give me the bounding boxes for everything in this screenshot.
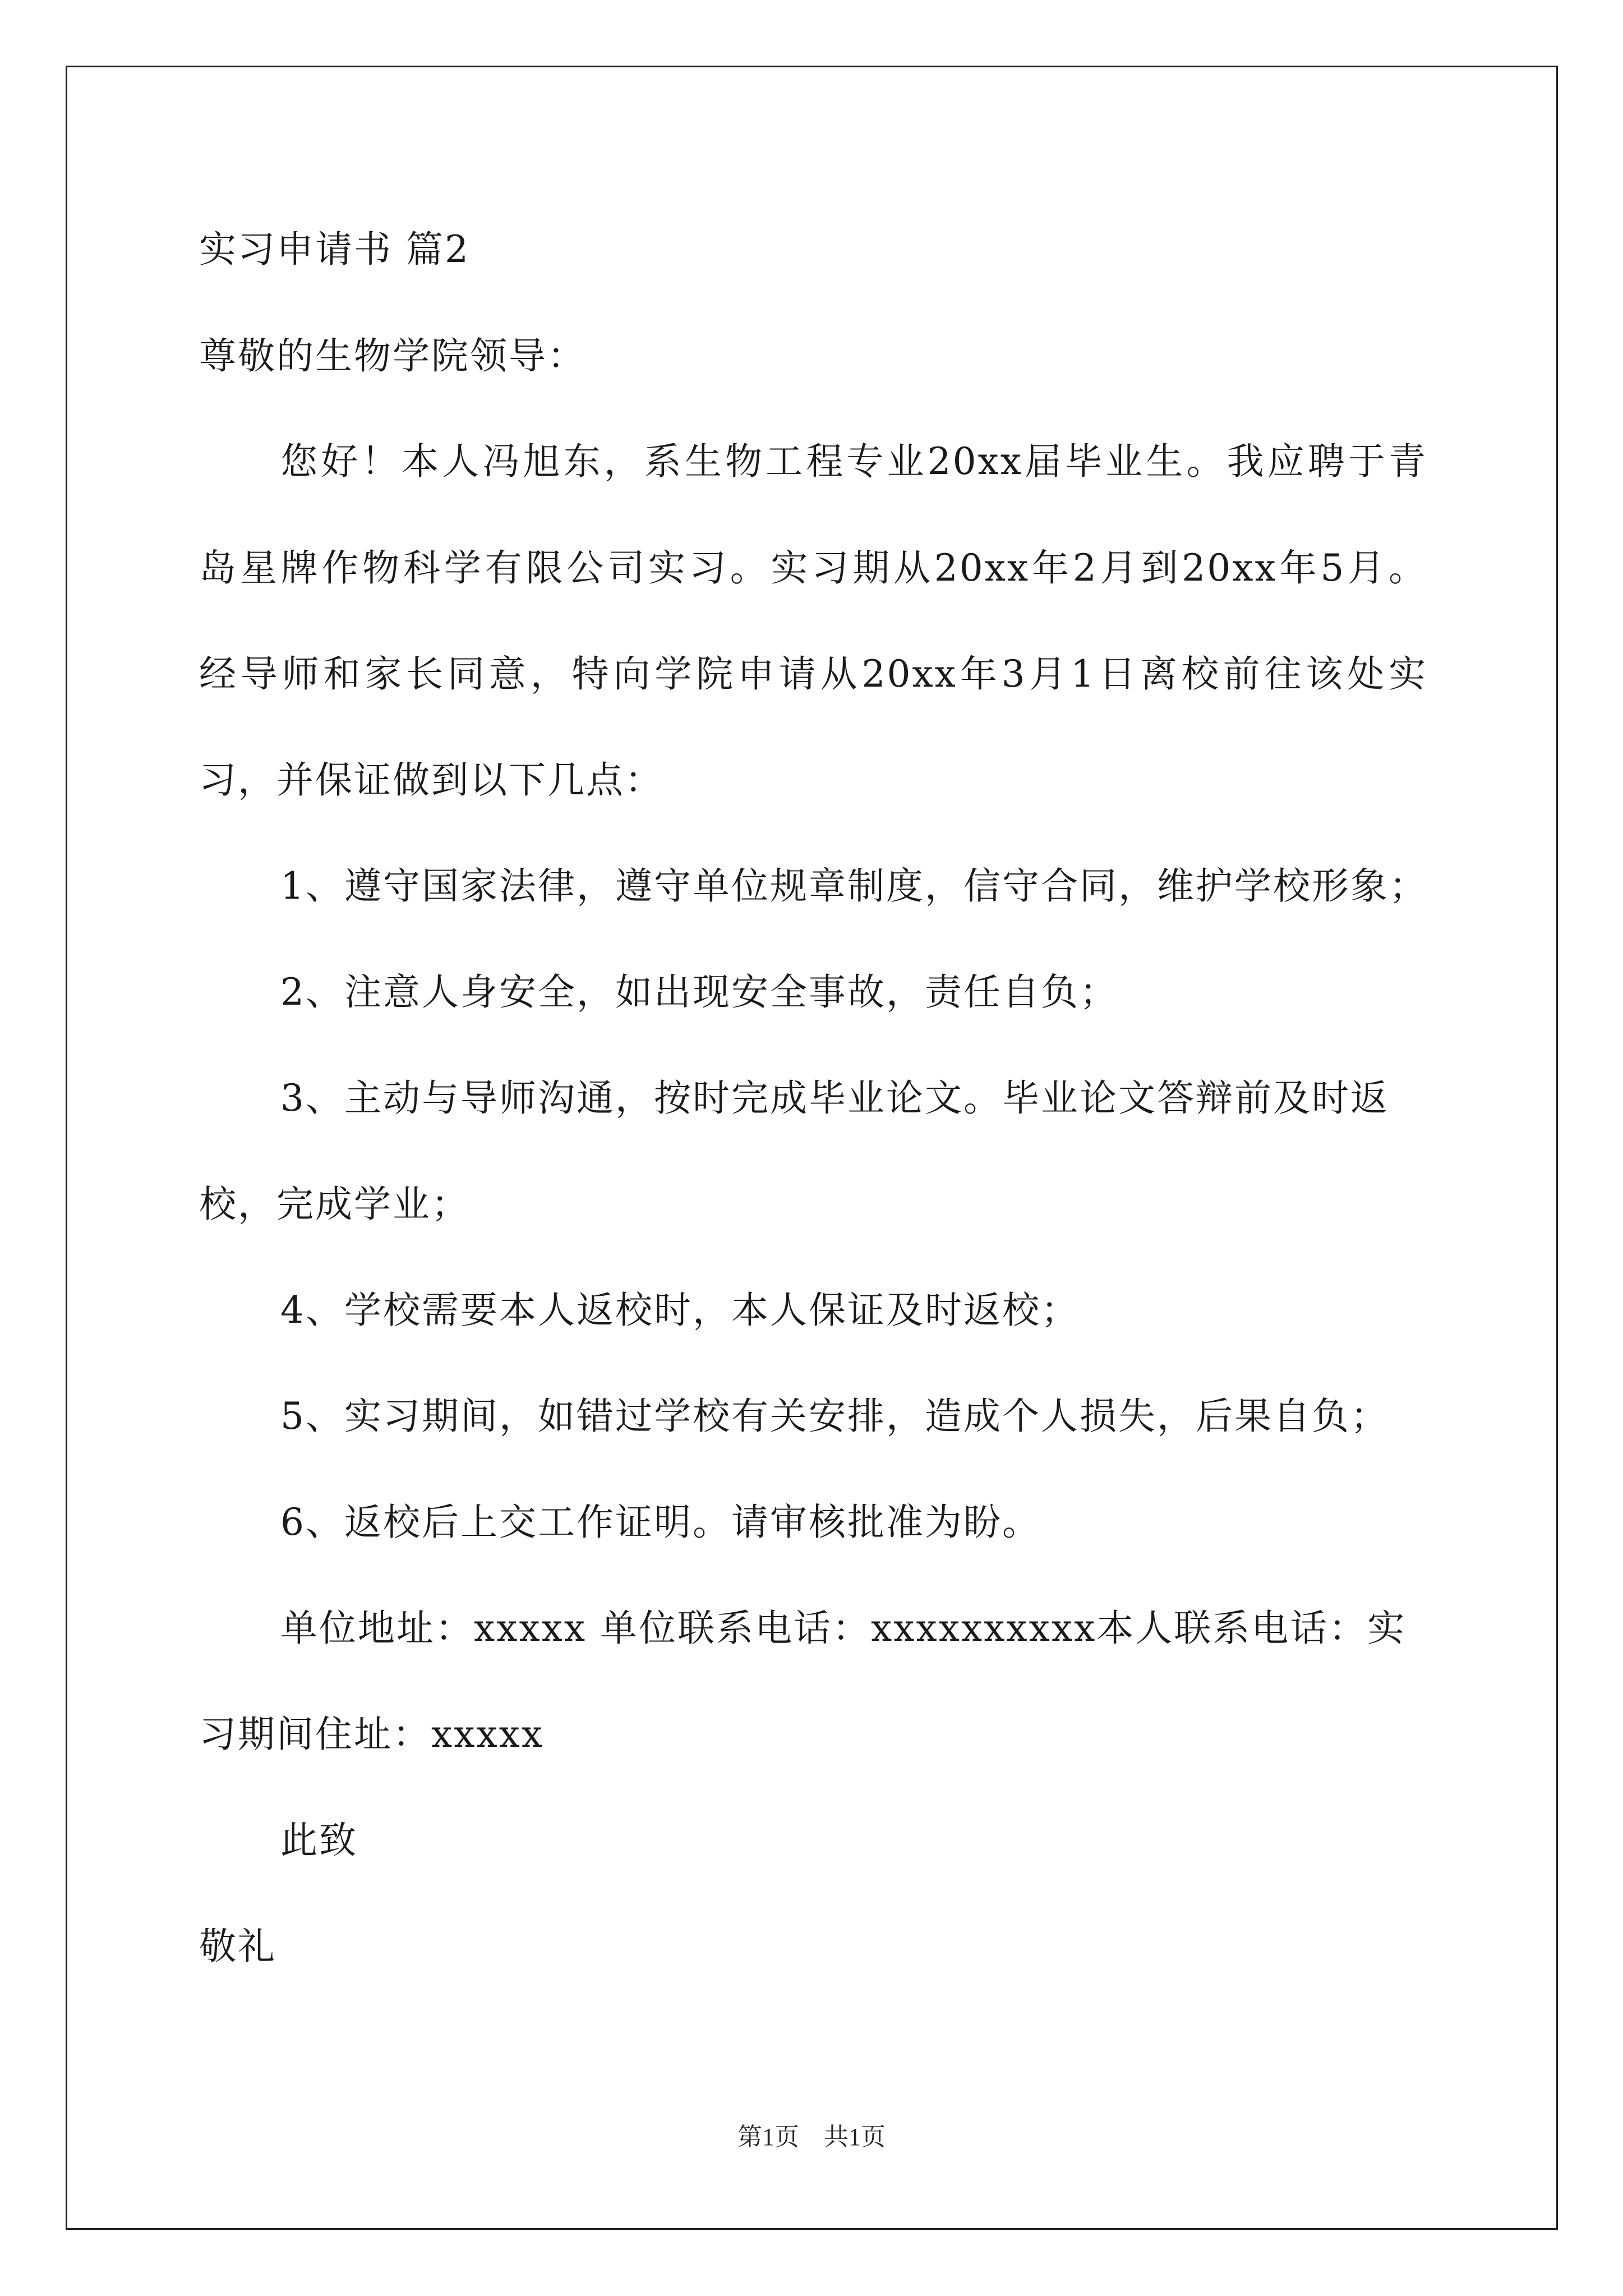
list-item: 2、注意人身安全，如出现安全事故，责任自负； [280, 970, 1118, 1014]
closing: 此致 [280, 1819, 358, 1862]
paragraph-line: 岛星牌作物科学有限公司实习。实习期从20xx年2月到20xx年5月。 [199, 546, 1427, 590]
list-item: 3、主动与导师沟通，按时完成毕业论文。毕业论文答辩前及时返 [280, 1076, 1389, 1120]
paragraph-line: 您好！本人冯旭东，系生物工程专业20xx届毕业生。我应聘于青 [280, 440, 1427, 483]
contact-line: 习期间住址：xxxxx [199, 1713, 545, 1756]
salutation: 尊敬的生物学院领导： [199, 334, 586, 378]
paragraph-line: 习，并保证做到以下几点： [199, 758, 663, 802]
document-title: 实习申请书 篇2 [199, 228, 470, 271]
list-item: 1、遵守国家法律，遵守单位规章制度，信守合同，维护学校形象； [280, 864, 1428, 908]
list-item-continuation: 校，完成学业； [199, 1182, 470, 1226]
regards: 敬礼 [199, 1925, 276, 1968]
contact-line: 单位地址：xxxxx 单位联系电话：xxxxxxxxxx本人联系电话：实 [280, 1607, 1407, 1650]
list-item: 6、返校后上交工作证明。请审核批准为盼。 [280, 1501, 1041, 1544]
list-item: 4、学校需要本人返校时，本人保证及时返校； [280, 1289, 1080, 1332]
paragraph-line: 经导师和家长同意，特向学院申请从20xx年3月1日离校前往该处实 [199, 652, 1427, 696]
page-border [66, 66, 1558, 2230]
page-footer: 第1页 共1页 [737, 2123, 886, 2151]
list-item: 5、实习期间，如错过学校有关安排，造成个人损失，后果自负； [280, 1395, 1389, 1438]
